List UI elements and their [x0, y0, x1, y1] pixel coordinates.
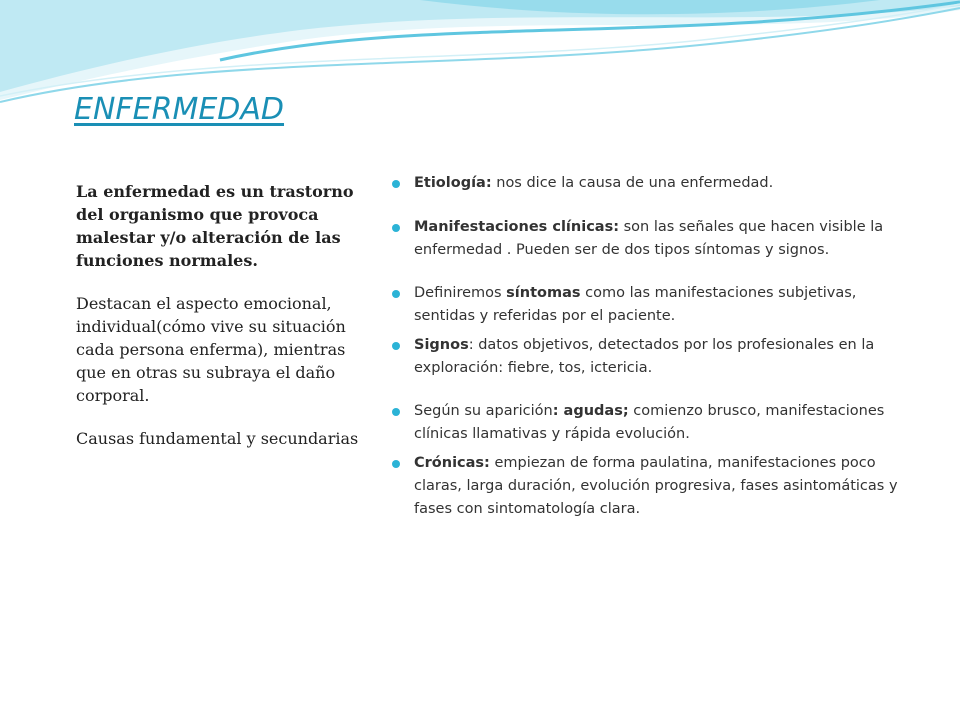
bullet-text: son las señales que hacen visible la enfermedad . Pueden ser de dos tipos síntomas y signos. — [414, 219, 884, 258]
right-column — [392, 172, 912, 521]
bullet-cronicas — [392, 452, 912, 521]
bullet-sintomas — [392, 282, 912, 328]
bullet-dot-icon — [392, 180, 400, 188]
bullet-dot-icon — [392, 408, 400, 416]
bullet-manifestaciones — [392, 216, 912, 262]
bullet-dot-icon — [392, 290, 400, 298]
slide-title: ENFERMEDAD — [74, 92, 285, 127]
bullet-term: síntomas — [506, 285, 581, 301]
bullet-prefix: Según su aparición — [414, 403, 553, 419]
bullet-term: Crónicas: — [414, 455, 490, 471]
bullet-term: : agudas; — [552, 403, 629, 419]
bullet-signos — [392, 334, 912, 380]
bullet-dot-icon — [392, 224, 400, 232]
bullet-text: como las manifestaciones subjetivas, sentidas y referidas por el paciente. — [414, 285, 857, 324]
bullet-term: Signos — [414, 337, 469, 353]
bullet-term: Etiología: — [414, 175, 492, 191]
bullet-dot-icon — [392, 460, 400, 468]
bullet-prefix: Definiremos — [414, 285, 507, 301]
bullet-term: Manifestaciones clínicas: — [414, 219, 619, 235]
bullet-text: nos dice la causa de una enfermedad. — [491, 175, 774, 191]
causes-paragraph: Causas fundamental y secundarias — [76, 429, 359, 448]
left-column — [76, 180, 366, 470]
bullet-agudas — [392, 400, 912, 446]
bullet-text: empiezan de forma paulatina, manifestaciones poco claras, larga duración, evolución progresiva, fases asintomáticas y fases con sintomatología clara. — [414, 455, 898, 517]
bullet-text: : datos objetivos, detectados por los profesionales en la exploración: fiebre, tos, ictericia. — [414, 337, 875, 376]
bullet-text: comienzo brusco, manifestaciones clínicas llamativas y rápida evolución. — [414, 403, 885, 442]
aspects-paragraph: Destacan el aspecto emocional, individual(cómo vive su situación cada persona enferma), mientras que en otras su subraya el daño corporal. — [76, 294, 346, 405]
definition-paragraph: La enfermedad es un trastorno del organismo que provoca malestar y/o alteración de las funciones normales. — [76, 182, 354, 270]
bullet-etiologia — [392, 172, 912, 195]
bullet-dot-icon — [392, 342, 400, 350]
